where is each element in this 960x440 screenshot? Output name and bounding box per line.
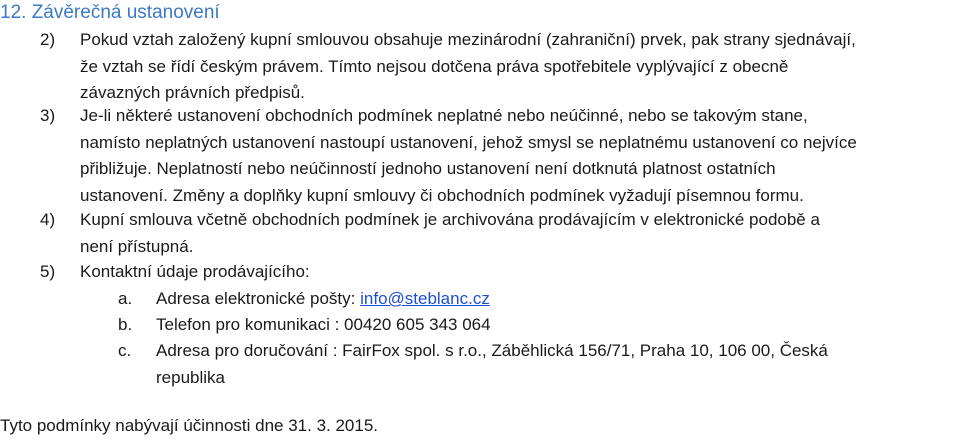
list-marker: a.	[118, 289, 133, 308]
section-heading: 12. Závěrečná ustanovení	[0, 2, 220, 23]
clause-text	[80, 27, 960, 107]
contact-section-title: Kontaktní údaje prodávajícího:	[80, 262, 310, 281]
address-line: republika	[156, 367, 225, 387]
clause-line: namísto neplatných ustanovení nastoupí ustanovení, jehož smysl se neplatnému ustanovení co nejvíce	[80, 132, 857, 152]
clause-line: Pokud vztah založený kupní smlouvou obsahuje mezinárodní (zahraniční) prvek, pak strany sjednávají,	[80, 30, 856, 49]
list-marker: b.	[118, 315, 133, 334]
clause-line: není přístupná.	[80, 236, 194, 256]
clause-text	[80, 103, 960, 209]
contact-email-label: Adresa elektronické pošty:	[156, 289, 361, 308]
effective-date-note: Tyto podmínky nabývají účinnosti dne 31. 3. 2015.	[0, 416, 379, 435]
clause-number: 5)	[40, 262, 56, 281]
clause-text	[80, 259, 960, 286]
list-marker: c.	[118, 341, 132, 360]
clause-line: přibližuje. Neplatností nebo neúčinností jednoho ustanovení není dotknutá platnost ostatních	[80, 159, 776, 178]
clause-text	[80, 207, 960, 260]
clause-number: 2)	[40, 30, 56, 49]
clause-line: Kupní smlouva včetně obchodních podmínek je archivována prodávajícím v elektronické podobě a	[80, 210, 820, 229]
email-link[interactable]: info@steblanc.cz	[360, 289, 490, 308]
clause-line: ustanovení. Změny a doplňky kupní smlouvy či obchodních podmínek vyžadují písemnou formu.	[80, 185, 804, 205]
address-line: Adresa pro doručování : FairFox spol. s r.o., Záběhlická 156/71, Praha 10, 106 00, Česká	[156, 341, 828, 360]
contact-address-text	[156, 338, 828, 391]
clause-line: že vztah se řídí českým právem. Tímto nejsou dotčena práva spotřebitele vyplývající z obecně	[80, 56, 789, 76]
contact-email-line	[156, 286, 490, 313]
clause-number: 4)	[40, 210, 56, 229]
clause-number: 3)	[40, 106, 56, 125]
clause-line: Je-li některé ustanovení obchodních podmínek neplatné nebo neúčinné, nebo se takovým stane,	[80, 106, 808, 125]
clause-line: závazných právních předpisů.	[80, 83, 305, 102]
contact-phone-text: Telefon pro komunikaci : 00420 605 343 064	[156, 315, 491, 334]
